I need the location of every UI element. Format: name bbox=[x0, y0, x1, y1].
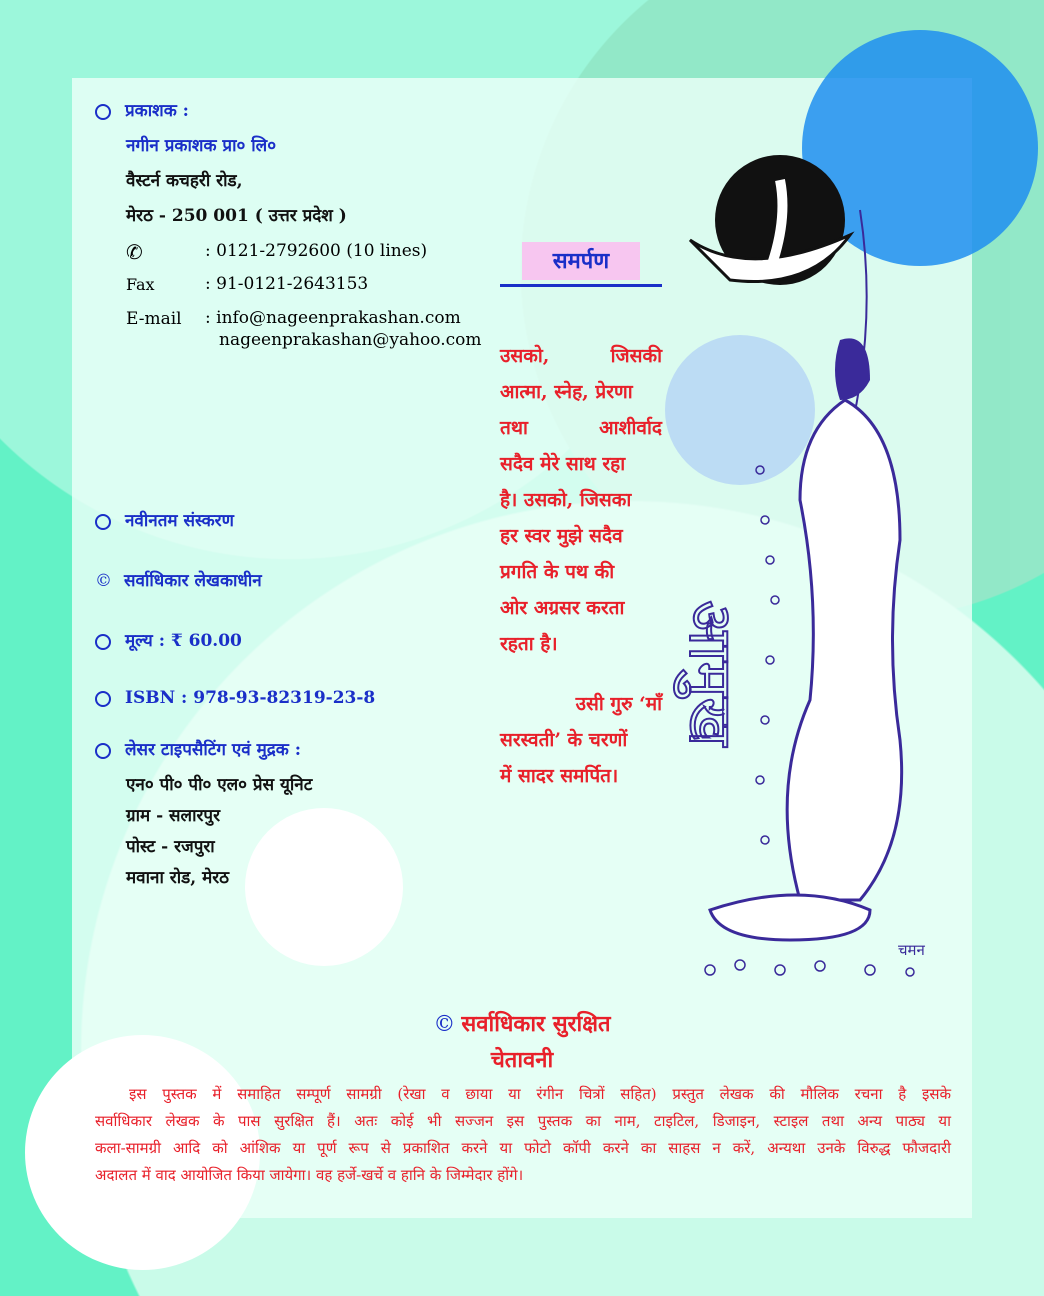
dedication-title: समर्पण bbox=[552, 248, 610, 274]
dedication-underline bbox=[500, 284, 662, 287]
dedication-line: सदैव मेरे साथ रहा bbox=[500, 453, 626, 475]
bullet-icon bbox=[95, 691, 111, 707]
dedication-word: आशीर्वाद bbox=[599, 417, 662, 439]
footer-title bbox=[0, 1008, 1044, 1038]
warning-text bbox=[95, 1084, 951, 1192]
dedication-title-box bbox=[522, 242, 640, 280]
printer-line: ग्राम - सलारपुर bbox=[126, 806, 221, 826]
dedication-text bbox=[500, 342, 662, 666]
white-circle bbox=[245, 808, 403, 966]
footer-title-text: सर्वाधिकार सुरक्षित bbox=[461, 1011, 611, 1037]
warning-line: सर्वाधिकार लेखक के पास सुरक्षित हैं। अतः कोई भी सज्जन इस पुस्तक का नाम, टाइटिल, डिजाइन, स्टाइल तथा अन्य पाठ्य या bbox=[95, 1112, 951, 1130]
dedication-line: में सादर समर्पित। bbox=[500, 765, 619, 787]
warning-heading: चेतावनी bbox=[490, 1047, 554, 1073]
dedication-word: तथा bbox=[500, 417, 528, 439]
vertical-text: आमुख bbox=[675, 600, 745, 747]
rights-text: सर्वाधिकार लेखकाधीन bbox=[124, 571, 262, 591]
saraswati-illustration bbox=[670, 140, 950, 1000]
price bbox=[95, 628, 242, 651]
isbn bbox=[95, 688, 375, 708]
fax-label: Fax bbox=[126, 275, 155, 294]
dedication-line: ओर अग्रसर करता bbox=[500, 597, 625, 619]
printer-line: पोस्ट - रजपुरा bbox=[126, 837, 215, 857]
dedication-line: आत्मा, स्नेह, प्रेरणा bbox=[500, 381, 633, 403]
warning-line: कला-सामग्री आदि को आंशिक या पूर्ण रूप से प्रकाशित करने या फोटो कॉपी करने का साहस न करें, अन्यथा उनके विरुद्ध फौजदारी bbox=[95, 1139, 951, 1157]
warning-line: इस पुस्तक में समाहित सम्पूर्ण सामग्री (रेखा व छाया या रंगीन चित्रों सहित) प्रस्तुत लेखक की मौलिक रचना है इसके bbox=[129, 1085, 951, 1103]
dedication-text-2 bbox=[500, 690, 662, 798]
publisher-heading bbox=[95, 98, 189, 121]
address-line-2: मेरठ - 250 001 ( उत्तर प्रदेश ) bbox=[126, 206, 347, 226]
email-1[interactable]: : info@nageenprakashan.com bbox=[205, 308, 461, 328]
email-label: E-mail bbox=[126, 309, 182, 329]
isbn-text: ISBN : 978-93-82319-23-8 bbox=[125, 688, 376, 708]
publisher-heading-text: प्रकाशक : bbox=[125, 101, 189, 121]
bullet-icon bbox=[95, 514, 111, 530]
fax-number: : 91-0121-2643153 bbox=[205, 274, 369, 294]
edition bbox=[95, 508, 234, 531]
lamp bbox=[710, 895, 870, 940]
bullet-icon bbox=[95, 634, 111, 650]
publisher-name: नगीन प्रकाशक प्रा० लि० bbox=[126, 136, 277, 156]
dedication-line: उसी गुरु ‘माँ bbox=[575, 693, 662, 715]
copyright-icon: © bbox=[433, 1012, 456, 1037]
dedication-line: प्रगति के पथ की bbox=[500, 561, 615, 583]
dedication-line: रहता है। bbox=[500, 633, 558, 655]
warning-line: अदालत में वाद आयोजित किया जायेगा। वह हर्जे-खर्चे व हानि के जिम्मेदार होंगे। bbox=[95, 1166, 524, 1184]
edition-text: नवीनतम संस्करण bbox=[125, 511, 234, 531]
dedication-line: है। उसको, जिसका bbox=[500, 489, 632, 511]
dedication-line: हर स्वर मुझे सदैव bbox=[500, 525, 623, 547]
rights bbox=[95, 568, 262, 591]
figure-body bbox=[787, 400, 902, 900]
dedication-line: सरस्वती’ के चरणों bbox=[500, 729, 628, 751]
address-line-1: वैस्टर्न कचहरी रोड, bbox=[126, 171, 243, 191]
dedication-word: जिसकी bbox=[610, 345, 662, 367]
dedication-word: उसको, bbox=[500, 345, 550, 367]
bullet-icon bbox=[95, 104, 111, 120]
printer-line: एन० पी० पी० एल० प्रेस यूनिट bbox=[126, 775, 313, 795]
printer-heading-text: लेसर टाइपसैटिंग एवं मुद्रक : bbox=[125, 740, 302, 760]
printer-heading bbox=[95, 737, 301, 760]
printer-line: मवाना रोड, मेरठ bbox=[126, 868, 230, 888]
price-text: मूल्य : ₹ 60.00 bbox=[125, 631, 242, 651]
copyright-icon: © bbox=[95, 571, 112, 591]
bullet-icon bbox=[95, 743, 111, 759]
phone-icon: ✆ bbox=[126, 240, 143, 264]
phone-number: : 0121-2792600 (10 lines) bbox=[205, 241, 428, 261]
artist-signature: चमन bbox=[898, 941, 925, 959]
email-2[interactable]: nageenprakashan@yahoo.com bbox=[219, 330, 482, 350]
